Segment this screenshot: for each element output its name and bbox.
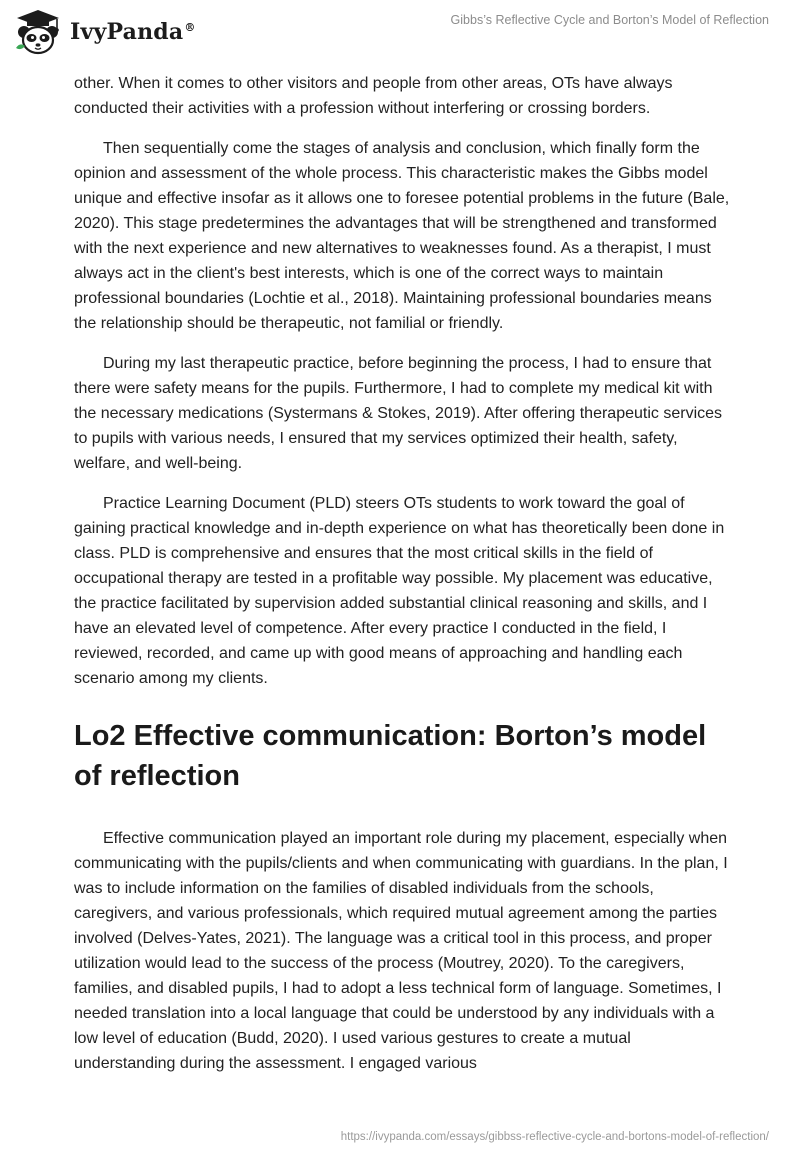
essay-content (74, 71, 734, 1091)
paragraph: Practice Learning Document (PLD) steers OTs students to work toward the goal of gaining practical knowledge and in-depth experience on what has theoretically been done in class. PLD is comprehensive and ensures that the most critical skills in the field of occupational therapy are tested in a profitable way possible. My placement was educative, the practice facilitated by supervision added substantial clinical reasoning and skills, and I have an elevated level of competence. After every practice I conducted in the field, I reviewed, recorded, and came up with good means of approaching and handling each scenario among my clients. (74, 495, 725, 687)
document-title: Gibbs’s Reflective Cycle and Borton’s Model of Reflection (450, 13, 769, 27)
paragraph: During my last therapeutic practice, before beginning the process, I had to ensure that there were safety means for the pupils. Furthermore, I had to complete my medical kit with the necessary medications (Systermans & Stokes, 2019). After offering therapeutic services to pupils with various needs, I ensured that my services optimized their health, safety, welfare, and well-being. (74, 355, 723, 472)
brand-name: IvyPanda® (70, 19, 196, 45)
page-header (0, 0, 800, 66)
registered-mark: ® (184, 20, 196, 34)
source-url-link[interactable]: https://ivypanda.com/essays/gibbss-reflective-cycle-and-bortons-model-of-reflection/ (340, 1131, 769, 1143)
ivypanda-logo[interactable] (12, 8, 196, 56)
section-heading: Lo2 Effective communication: Borton’s model of reflection (74, 720, 707, 792)
paragraph: Then sequentially come the stages of analysis and conclusion, which finally form the opinion and assessment of the whole process. This characteristic makes the Gibbs model unique and effective insofar as it allows one to foresee potential problems in the future (Bale, 2020). This stage predetermines the advantages that will be strengthened and transformed with the next experience and new alternatives to weaknesses found. As a therapist, I must always act in the client's best interests, which is one of the correct ways to maintain professional boundaries (Lochtie et al., 2018). Maintaining professional boundaries means the relationship should be therapeutic, not familial or friendly. (74, 140, 730, 332)
panda-graduate-icon (12, 8, 64, 56)
paragraph: Effective communication played an important role during my placement, especially when communicating with the pupils/clients and when communicating with guardians. In the plan, I was to include information on the families of disabled individuals from the schools, caregivers, and various professionals, which required mutual agreement among the parties involved (Delves-Yates, 2021). The language was a critical tool in this process, and proper utilization would lead to the success of the process (Moutrey, 2020). To the caregivers, families, and disabled pupils, I had to adopt a less technical form of language. Sometimes, I needed translation into a local language that could be understood by any individuals with a low level of education (Budd, 2020). I used various gestures to create a mutual understanding during the assessment. I engaged various (74, 830, 728, 1072)
paragraph: other. When it comes to other visitors and people from other areas, OTs have always conducted their activities with a profession without interfering or crossing borders. (74, 75, 673, 117)
